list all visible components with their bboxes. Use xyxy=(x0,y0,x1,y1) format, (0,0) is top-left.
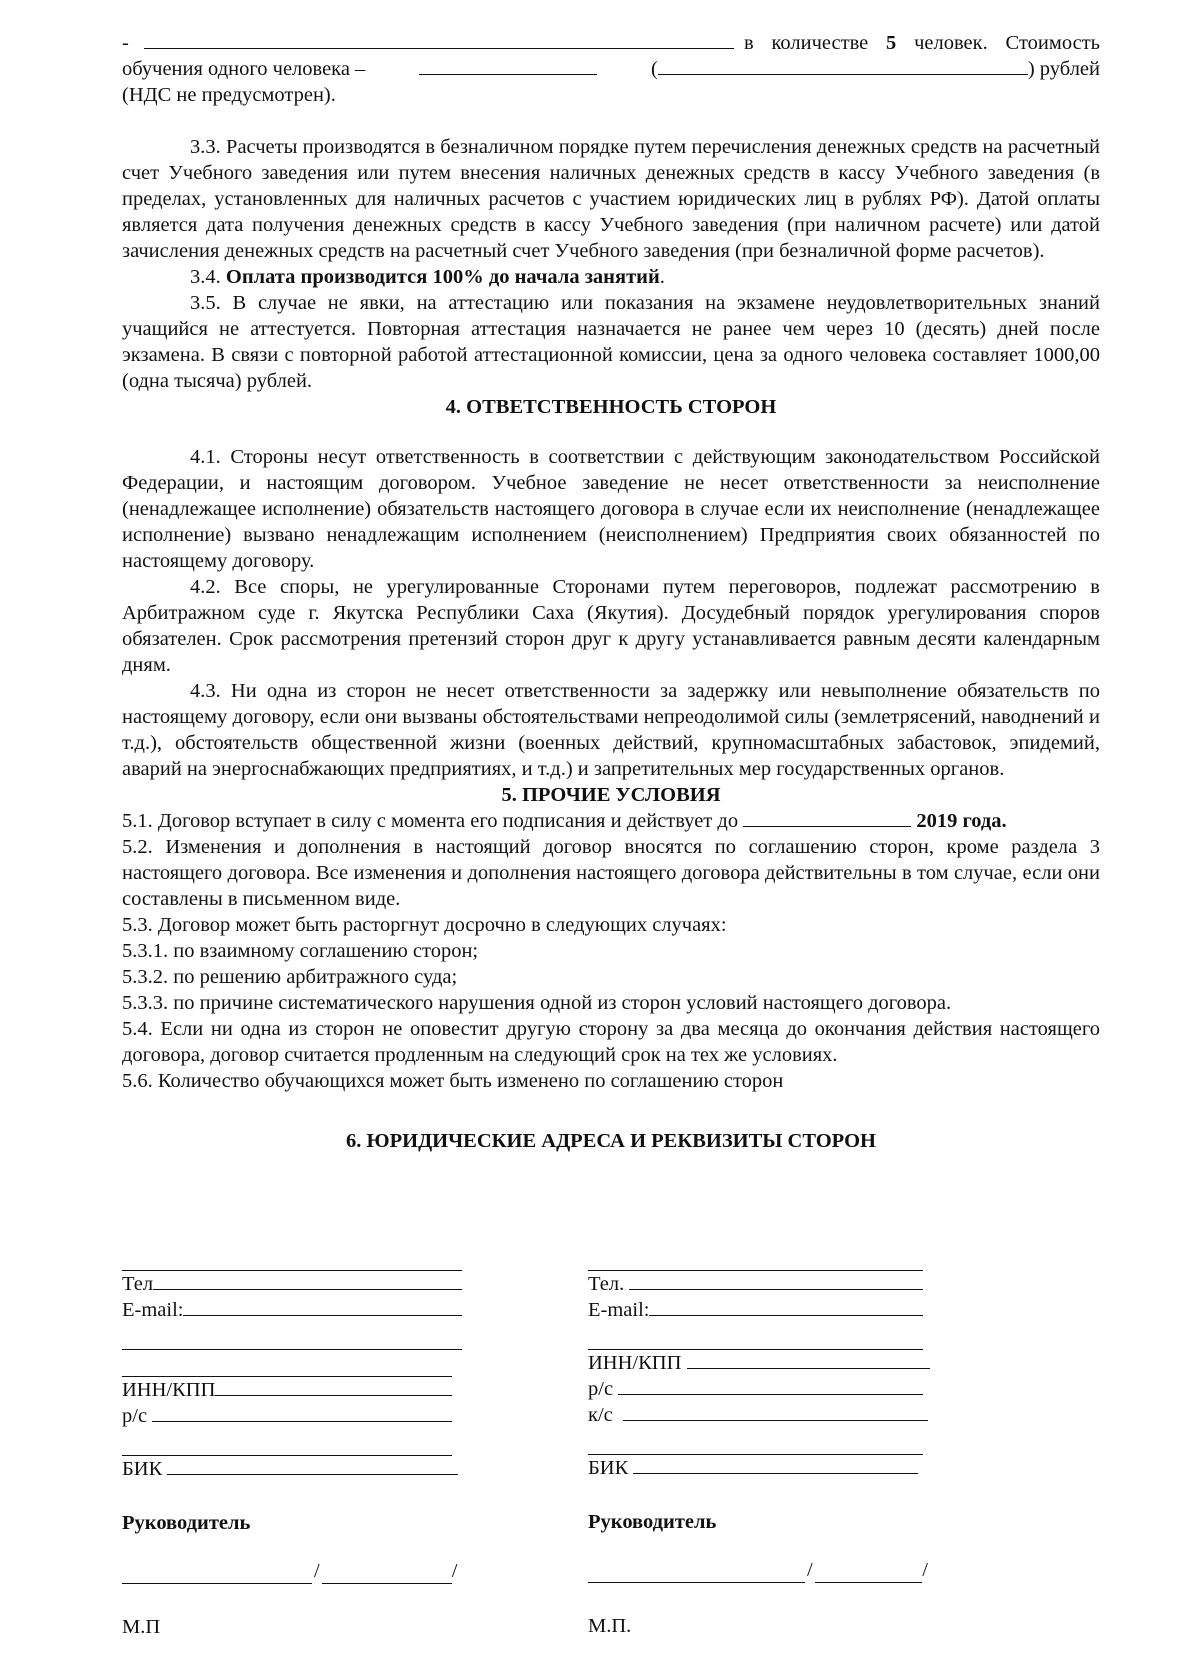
cost-line xyxy=(122,56,1100,82)
inn-field: ИНН/КПП xyxy=(588,1350,930,1376)
clause-5-3: 5.3. Договор может быть расторгнут досрочно в следующих случаях: xyxy=(122,914,727,936)
clause-5-3-1: 5.3.1. по взаимному соглашению сторон; xyxy=(122,940,479,962)
bik-blank[interactable] xyxy=(167,1456,458,1475)
rs-blank[interactable] xyxy=(152,1403,452,1422)
bik-field: БИК xyxy=(122,1456,458,1482)
requisites-left xyxy=(122,1252,462,1640)
tel-field: Тел xyxy=(122,1271,462,1297)
section-5-title: 5. ПРОЧИЕ УСЛОВИЯ xyxy=(501,784,721,806)
name-blank[interactable] xyxy=(815,1564,923,1583)
section-6-title: 6. ЮРИДИЧЕСКИЕ АДРЕСА И РЕКВИЗИТЫ СТОРОН xyxy=(346,1130,876,1152)
head-label: Руководитель xyxy=(588,1511,717,1533)
email-blank[interactable] xyxy=(183,1297,462,1316)
name-blank[interactable] xyxy=(322,1565,452,1584)
vat-note: (НДС не предусмотрен). xyxy=(122,84,336,106)
tel-blank[interactable] xyxy=(629,1271,923,1290)
requisites-right xyxy=(588,1252,928,1639)
org-name-blank[interactable] xyxy=(588,1252,923,1271)
ks-blank[interactable] xyxy=(623,1402,928,1421)
tel-blank[interactable] xyxy=(153,1271,462,1290)
rs-field: р/с xyxy=(122,1403,452,1429)
rs-blank[interactable] xyxy=(618,1376,923,1395)
bank-blank[interactable] xyxy=(588,1436,923,1455)
signature-blank[interactable] xyxy=(122,1565,312,1584)
clause-5-2: 5.2. Изменения и дополнения в настоящий договор вносятся по соглашению сторон, кроме раздела 3 настоящего договора. Все изменения и дополнения настоящего договора действительны в том случае, если они составлены в письменном виде. xyxy=(122,836,1100,910)
contract-page xyxy=(122,30,1100,1154)
people-count: 5 xyxy=(886,32,897,54)
address-blank[interactable] xyxy=(588,1331,923,1350)
bank-blank[interactable] xyxy=(122,1437,452,1456)
ks-field: к/с xyxy=(588,1402,928,1428)
clause-5-6: 5.6. Количество обучающихся может быть изменено по соглашению сторон xyxy=(122,1070,784,1092)
cost-words: ( ) рублей xyxy=(651,58,1100,80)
clause-4-2: 4.2. Все споры, не урегулированные Сторонами путем переговоров, подлежат рассмотрению в Арбитражном суде г. Якутска Республики Саха (Якутия). Досудебный порядок урегулирования споров обязателен. Срок рассмотрения претензий сторон друг к другу устанавливается равным десяти календарным дням. xyxy=(122,576,1100,676)
inn-blank[interactable] xyxy=(215,1377,452,1396)
course-count-line xyxy=(122,30,1100,56)
cost-label: обучения одного человека – xyxy=(122,58,366,80)
clause-4-1: 4.1. Стороны несут ответственность в соответствии с действующим законодательством Российской Федерации, и настоящим договором. Учебное заведение не несет ответственности за неисполнение (ненадлежащее исполнение) обязательств настоящего договора в случае если их неисполнение (ненадлежащее исполнение) вызвано ненадлежащим исполнением (неисполнением) Предприятия своих обязанностей по настоящему договору. xyxy=(122,446,1100,572)
bik-blank[interactable] xyxy=(633,1455,918,1474)
stamp-label: М.П xyxy=(122,1616,161,1638)
head-label: Руководитель xyxy=(122,1512,251,1534)
clause-3-5: 3.5. В случае не явки, на аттестацию или показания на экзамене неудовлетворительных знаний учащийся не аттестуется. Повторная аттестация назначается не ранее чем через 10 (десять) дней после экзамена. В связи с повторной работой аттестационной комиссии, цена за одного человека составляет 1000,00 (одна тысяча) рублей. xyxy=(122,292,1100,392)
list-dash: - xyxy=(122,32,129,54)
clause-4-3: 4.3. Ни одна из сторон не несет ответственности за задержку или невыполнение обязательств по настоящему договору, если они вызваны обстоятельствами непреодолимой силы (землетрясений, наводнений и т.д.), обстоятельств общественной жизни (военных действий, крупномасштабных забастовок, эпидемий, аварий на энергоснабжающих предприятиях, и т.д.) и запретительных мер государственных органов. xyxy=(122,680,1100,780)
course-name-blank[interactable] xyxy=(144,30,734,49)
inn-field: ИНН/КПП xyxy=(122,1377,452,1403)
cost-words-blank[interactable] xyxy=(658,56,1028,75)
clause-5-3-3: 5.3.3. по причине систематического нарушения одной из сторон условий настоящего договора. xyxy=(122,992,952,1014)
count-text: в количестве 5 человек. Стоимость xyxy=(744,32,1101,54)
cost-amount-blank[interactable] xyxy=(419,56,597,75)
signature-line: / / xyxy=(588,1557,928,1583)
clause-5-1: 5.1. Договор вступает в силу с момента его подписания и действует до 2019 года. xyxy=(122,810,1007,832)
address-blank-2[interactable] xyxy=(122,1358,452,1377)
clause-5-4: 5.4. Если ни одна из сторон не оповестит другую сторону за два месяца до окончания действия настоящего договора, договор считается продленным на следующий срок на тех же условиях. xyxy=(122,1018,1100,1066)
address-blank-1[interactable] xyxy=(122,1331,462,1350)
section-4-title: 4. ОТВЕТСТВЕННОСТЬ СТОРОН xyxy=(445,396,777,418)
signature-line: / / xyxy=(122,1558,462,1584)
inn-blank[interactable] xyxy=(687,1350,930,1369)
email-field: E-mail: xyxy=(588,1297,923,1323)
stamp-label: М.П. xyxy=(588,1615,632,1637)
bik-field: БИК xyxy=(588,1455,918,1481)
clause-5-3-2: 5.3.2. по решению арбитражного суда; xyxy=(122,966,458,988)
tel-field: Тел. xyxy=(588,1271,923,1297)
clause-3-4: 3.4. Оплата производится 100% до начала занятий. xyxy=(190,266,665,288)
end-date-blank[interactable] xyxy=(743,808,911,827)
org-name-blank[interactable] xyxy=(122,1252,462,1271)
email-field: E-mail: xyxy=(122,1297,462,1323)
clause-3-3: 3.3. Расчеты производятся в безналичном порядке путем перечисления денежных средств на расчетный счет Учебного заведения или путем внесения наличных денежных средств в кассу Учебного заведения (в пределах, установленных для наличных расчетов с участием юридических лиц в рублях РФ). Датой оплаты является дата получения денежных средств в кассу Учебного заведения (при наличном расчете) или датой зачисления денежных средств на расчетный счет Учебного заведения (при безналичной форме расчетов). xyxy=(122,136,1100,262)
rs-field: р/с xyxy=(588,1376,923,1402)
signature-blank[interactable] xyxy=(588,1564,805,1583)
email-blank[interactable] xyxy=(649,1297,923,1316)
